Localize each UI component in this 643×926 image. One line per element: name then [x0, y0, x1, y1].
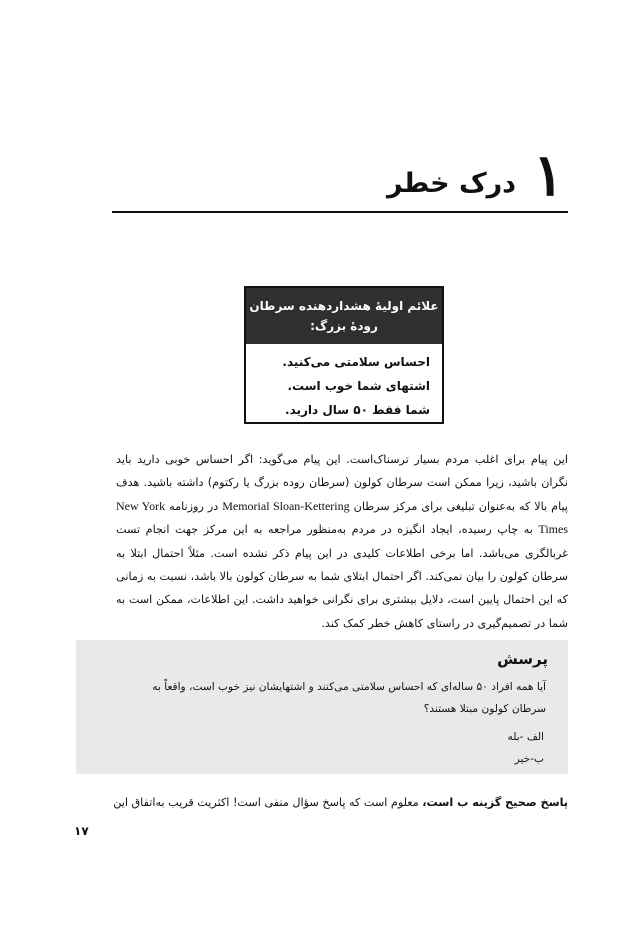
warning-item: احساس سلامتی می‌کنید. [282, 355, 430, 369]
question-box [76, 640, 568, 774]
chapter-title: درک خطر [386, 168, 516, 199]
option-b: ب-خیر [514, 753, 544, 765]
body-text-segment: به چاپ رسیده، ایجاد انگیزه در مردم به‌منظور مراجعه به این مرکز جهت انجام تست غربالگری می‌باشد. اما برخی اطلاعات کلیدی در این پیام ذکر نشده است. مثلاً احتمال ابتلا به سرطان کولون را بیان نمی‌کند. اگر احتمال ابتلای شما به سرطان کولون بالا باشد، نسبت به زمانی که این احتمال پایین است، دلایل بیشتری برای نگرانی خواهید داشت. این اطلاعات، ممکن است به شما در تصمیم‌گیری در راستای کاهش خطر کمک کند. [116, 523, 568, 630]
body-text-segment: این پیام برای اغلب مردم بسیار ترسناک‌است. این پیام می‌گوید: اگر احساس خوبی دارید باید نگران باشید، زیرا ممکن است سرطان کولون (سرطان روده بزرگ یا رکتوم) داشته باشید. هدف پیام بالا که به‌عنوان تبلیغی برای مرکز سرطان [116, 453, 569, 513]
newspaper-name: New York Times [116, 498, 568, 537]
answer-rest: معلوم است که پاسخ سؤال منفی است! اکثریت قریب به‌اتفاق این [113, 796, 423, 809]
chapter-number: ۱ [532, 141, 564, 209]
page-number: ۱۷ [74, 824, 89, 838]
warning-item: اشتهای شما خوب است. [287, 379, 430, 393]
warning-heading-line-1: علائم اولیهٔ هشداردهنده سرطان [249, 299, 439, 313]
chapter-heading [112, 141, 568, 212]
warning-box-heading [246, 288, 442, 344]
body-paragraph [116, 448, 568, 635]
warning-item: شما فقط ۵۰ سال دارید. [285, 403, 430, 417]
option-a: الف -بله [507, 731, 544, 743]
answer-bold-prefix: پاسخ صحیح گزینه ب است، [422, 796, 568, 809]
institution-name: Memorial Sloan-Kettering [222, 498, 350, 513]
question-title: پرسش [497, 650, 548, 668]
warning-box-items [246, 344, 442, 422]
warning-heading-line-2: رودهٔ بزرگ: [310, 319, 378, 333]
chapter-divider [112, 211, 568, 213]
warning-signs-box [244, 286, 444, 424]
question-options [508, 726, 544, 770]
body-text-segment: در روزنامه [169, 499, 219, 513]
answer-text [110, 792, 568, 814]
question-text: آیا همه افراد ۵۰ ساله‌ای که احساس سلامتی می‌کنند و اشتهایشان نیز خوب است، واقعاً به سرطان کولون مبتلا هستند؟ [152, 681, 546, 715]
